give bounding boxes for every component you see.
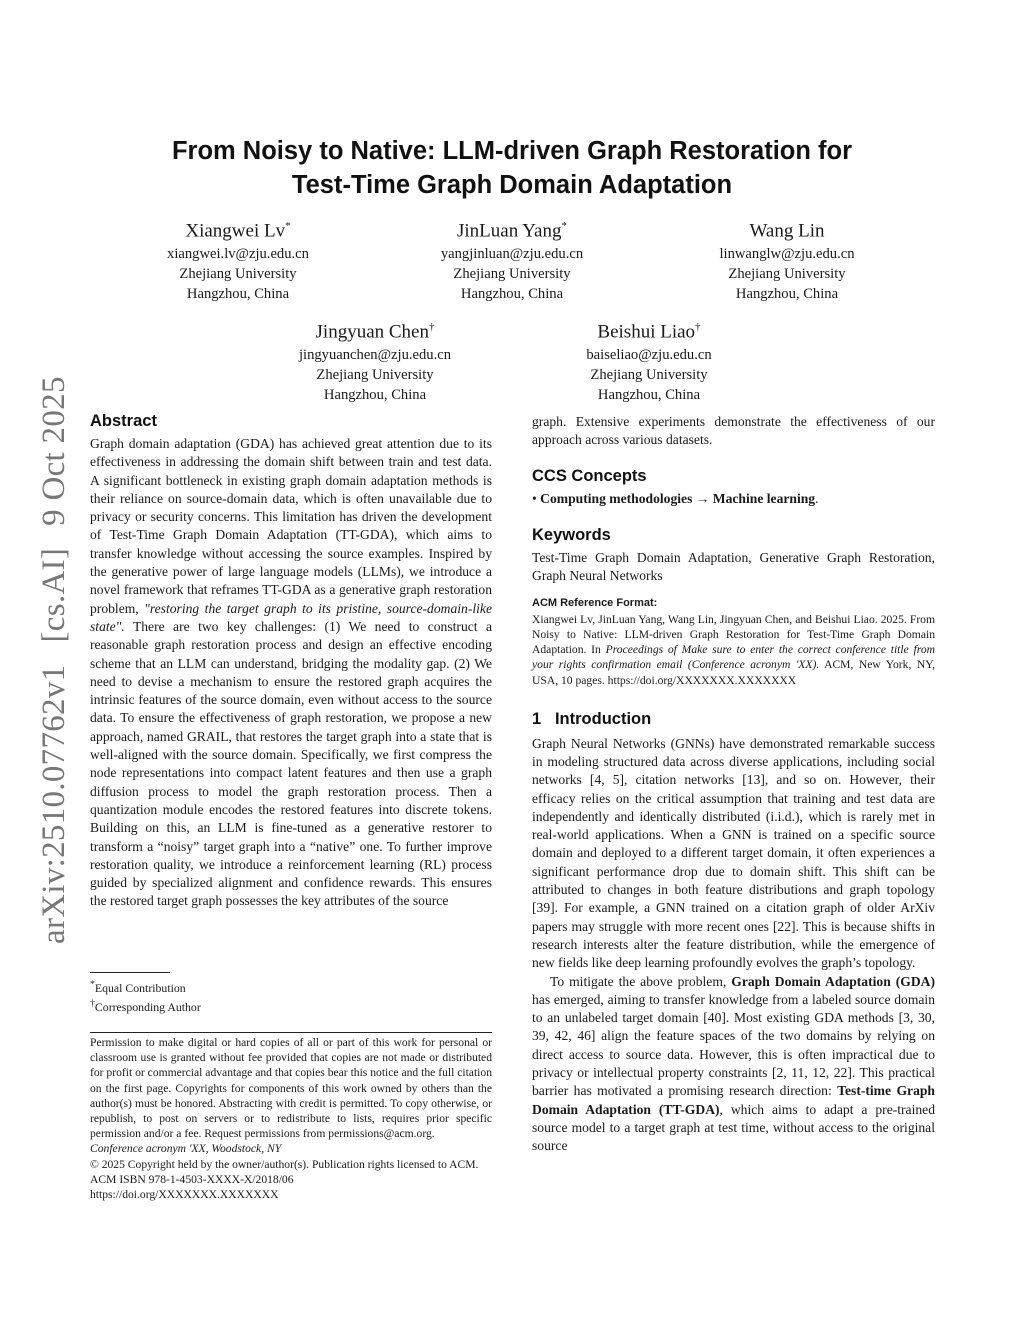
author-email: linwanglw@zju.edu.cn: [719, 246, 855, 263]
doi-link[interactable]: https://doi.org/XXXXXXX.XXXXXXX: [90, 1188, 279, 1202]
author-block: [128, 213, 348, 304]
right-column: [532, 413, 935, 1156]
author-affiliation: Zhejiang University: [590, 367, 708, 384]
intro-paragraph-2: To mitigate the above problem, Graph Domain Adaptation (GDA) has emerged, aiming to transfer knowledge from a labeled source domain to an unlabeled target domain [40]. Most existing GDA methods [3, 30, 39, 42, 46] align the feature spaces of the two domains by relying on direct access to source data. However, this is often impractical due to privacy or intellectual property constraints [2, 11, 12, 22]. This practical barrier has motivated a promising research direction: Test-time Graph Domain Adaptation (TT-GDA), which aims to adapt a pre-trained source model to a target graph at test time, without access to the original source: [532, 973, 935, 1154]
permission-block: [90, 1035, 492, 1202]
author-name: Xiangwei Lv: [185, 220, 286, 242]
author-name: Beishui Liao: [597, 321, 696, 343]
isbn-line: ACM ISBN 978-1-4503-XXXX-X/2018/06: [90, 1172, 294, 1186]
title-line-2: Test-Time Graph Domain Adaptation: [291, 171, 733, 199]
copyright-line: © 2025 Copyright held by the owner/author(s). Publication rights licensed to ACM.: [90, 1157, 479, 1171]
keywords-heading: Keywords: [532, 525, 611, 544]
arxiv-id: arXiv:2510.07762v1: [36, 664, 72, 944]
intro-heading: 1 Introduction: [532, 709, 652, 728]
abstract-text: Graph domain adaptation (GDA) has achieved great attention due to its effectiveness in addressing the domain shift between train and test data. A significant bottleneck in existing graph domain adaptation methods is their reliance on source-domain data, which is often unavailable due to privacy or security concerns. This limitation has driven the development of Test-Time Graph Domain Adaptation (TT-GDA), which aims to transfer knowledge without accessing the source examples. Inspired by the generative power of large language models (LLMs), we introduce a novel framework that reframes TT-GDA as a generative graph restoration problem, "restoring the target graph to its pristine, source-domain-like state". There are two key challenges: (1) We need to construct a reasonable graph restoration process and design an effective encoding scheme that an LLM can understand, bridging the modality gap. (2) We need to devise a mechanism to ensure the restored graph acquires the intrinsic features of the source domain, even without access to the source data. To ensure the effectiveness of graph restoration, we propose a new approach, named GRAIL, that restores the target graph into a state that is well-aligned with the source domain. Specifically, we first compress the node representations into compact latent features and then use a graph diffusion process to model the graph restoration process. Then a quantization module encodes the restored features into discrete tokens. Building on this, an LLM is fine-tuned as a generative restorer to transform a “noisy” target graph into a “native” one. To further improve restoration quality, we introduce a reinforcement learning (RL) process guided by specialized alignment and confidence rewards. This ensures the restored target graph possesses the key attributes of the source: [90, 436, 492, 909]
abstract-section: [90, 410, 492, 911]
acm-ref-heading: ACM Reference Format:: [532, 597, 658, 610]
author-block: [677, 213, 897, 304]
author-email: jingyuanchen@zju.edu.cn: [298, 347, 452, 364]
acm-ref-text: Xiangwei Lv, JinLuan Yang, Wang Lin, Jingyuan Chen, and Beishui Liao. 2025. From Noisy to Native: LLM-driven Graph Restoration for Test-Time Graph Domain Adaptation. In Proceedings of Make sure to enter the correct conference title from your rights confirmation email (Conference acronym 'XX). ACM, New York, NY, USA, 10 pages. https://doi.org/XXXXXXX.XXXXXXX: [532, 612, 935, 687]
arxiv-sidebar: [34, 376, 74, 944]
author-email: yangjinluan@zju.edu.cn: [440, 246, 584, 263]
arxiv-date: 9 Oct 2025: [36, 376, 72, 526]
footnote-rule: [90, 972, 170, 973]
author-location: Hangzhou, China: [597, 387, 701, 404]
ccs-heading: CCS Concepts: [532, 466, 647, 485]
ccs-concepts: • Computing methodologies → Machine learning.: [532, 490, 819, 506]
title-line-1: From Noisy to Native: LLM-driven Graph Restoration for: [171, 137, 853, 165]
intro-paragraph-1: Graph Neural Networks (GNNs) have demonstrated remarkable success in modeling structured data across diverse applications, including social networks [4, 5], citation networks [13], and so on. However, their efficacy relies on the critical assumption that training and test data are independently and identically distributed (i.i.d.), which is rarely met in real-world applications. When a GNN is trained on a specific source domain and deployed to a different target domain, it often experiences a significant performance drop due to domain shift. This shift can be attributed to changes in both feature distributions and graph topology [39]. For example, a GNN trained on a citation graph of older ArXiv papers may struggle with more recent ones [22]. This is because shifts in research interests alter the feature distribution, while the emergence of new fields like deep learning profoundly evolves the graph’s topology.: [532, 735, 935, 971]
author-mark: †: [428, 321, 435, 333]
footnote-corresponding: †Corresponding Author: [90, 997, 201, 1014]
author-affiliation: Zhejiang University: [728, 266, 846, 283]
author-email: baiseliao@zju.edu.cn: [586, 347, 712, 364]
conference-info: Conference acronym 'XX, Woodstock, NY: [90, 1142, 282, 1156]
author-location: Hangzhou, China: [323, 387, 427, 404]
paper-title: [0, 134, 1024, 202]
abstract-heading: Abstract: [90, 412, 157, 430]
acm-reference: [532, 596, 935, 687]
permission-text: Permission to make digital or hard copies of all or part of this work for personal or classroom use is granted without fee provided that copies are not made or distributed for profit or commercial advantage and that copies bear this notice and the full citation on the first page. Copyrights for components of this work owned by others than the author(s) must be honored. Abstracting with credit is permitted. To copy otherwise, or republish, to post on servers or to redistribute to lists, requires prior specific permission and/or a fee. Request permissions from permissions@acm.org.: [90, 1036, 492, 1141]
footnote-equal: *Equal Contribution: [90, 979, 186, 995]
author-block: [402, 213, 622, 304]
author-email: xiangwei.lv@zju.edu.cn: [167, 246, 309, 263]
author-location: Hangzhou, China: [735, 286, 839, 303]
author-affiliation: Zhejiang University: [316, 367, 434, 384]
abstract-quote: "restoring the target graph to its pristine, source-domain-like state".: [90, 600, 492, 634]
author-mark: *: [561, 220, 567, 232]
author-block: [265, 314, 485, 405]
author-block: [539, 314, 759, 405]
keywords-text: Test-Time Graph Domain Adaptation, Generative Graph Restoration, Graph Neural Networks: [532, 549, 935, 584]
author-name: Wang Lin: [749, 220, 825, 242]
author-location: Hangzhou, China: [460, 286, 564, 303]
author-mark: *: [285, 220, 291, 232]
author-name: Jingyuan Chen: [315, 321, 429, 343]
author-location: Hangzhou, China: [186, 286, 290, 303]
author-name: JinLuan Yang: [456, 220, 562, 242]
author-affiliation: Zhejiang University: [453, 266, 571, 283]
author-affiliation: Zhejiang University: [179, 266, 297, 283]
permission-rule: [90, 1032, 492, 1033]
author-mark: †: [695, 321, 701, 333]
abstract-continuation: graph. Extensive experiments demonstrate the effectiveness of our approach across various datasets.: [532, 414, 935, 448]
footnotes: [90, 977, 492, 1015]
arxiv-category: [cs.AI]: [36, 547, 72, 643]
